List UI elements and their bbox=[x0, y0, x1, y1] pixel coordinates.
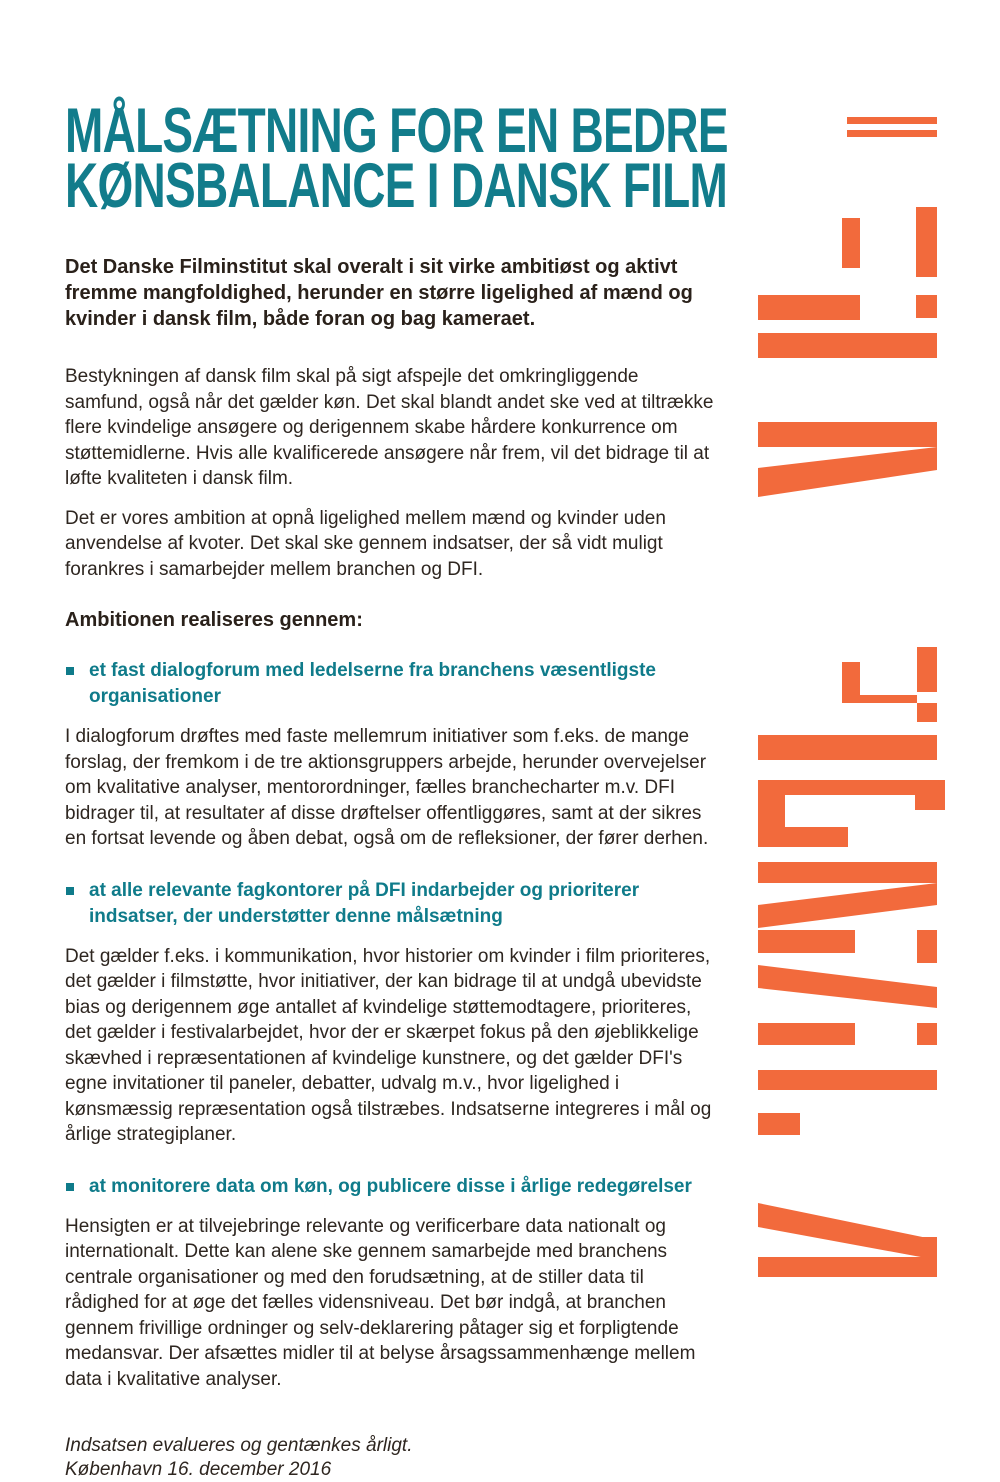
bullet-item-3-label: at monitorere data om køn, og publicere disse i årlige redegørelser bbox=[89, 1175, 692, 1197]
bullet-item-2 bbox=[65, 878, 705, 930]
bullet-item-3 bbox=[65, 1174, 705, 1200]
bullet-square-icon bbox=[66, 667, 74, 675]
paragraph-1: Bestykningen af dansk film skal på sigt afspejle det omkringliggende samfund, også når det gælder køn. Det skal blandt andet ske ved at tiltrække flere kvindelige ansøgere og derigennem skabe hårdere konkurrence om støttemidlerne. Hvis alle kvalificerede ansøgere når frem, vil det bidrage til at løfte kvaliteten i dansk film. bbox=[65, 366, 714, 489]
paragraph-4: Det gælder f.eks. i kommunikation, hvor historier om kvinder i film prioriteres, det gælder i filmstøtte, hvor initiativer, der kan bidrage til at undgå ubevidste bias og derigennem øge antallet af kvindelige støttemodtagere, prioriteres, det gælder i festivalarbejdet, hvor der er skærpet fokus på den øjeblikkelige skævhed i repræsentationen af kvindelige kunstnere, og det gælder DFI's egne invitationer til paneler, debatter, udvalg m.v., hvor ligelighed i kønsmæssig repræsentation også tilstræbes. Indsatserne integreres i mål og årlige strategiplaner. bbox=[65, 945, 712, 1145]
document-footer bbox=[65, 1434, 725, 1482]
bullet-item-2-label: at alle relevante fagkontorer på DFI indarbejder og prioriterer indsatser, der understøtter denne målsætning bbox=[89, 879, 640, 927]
page-title bbox=[65, 96, 728, 221]
bullet-square-icon bbox=[66, 1183, 74, 1191]
footer-place-date: København 16. december 2016 bbox=[65, 1459, 332, 1480]
bullet-square-icon bbox=[66, 887, 74, 895]
paragraph-2: Det er vores ambition at opnå ligelighed mellem mænd og kvinder uden anvendelse af kvoter. Det skal ske gennem indsatser, der så vidt muligt forankres i samarbejder mellem branchen og DFI. bbox=[65, 507, 666, 580]
bullet-item-1 bbox=[65, 658, 705, 710]
footer-note: Indsatsen evalueres og gentænkes årligt. bbox=[65, 1435, 413, 1456]
page-title-line2: KØNSBALANCE I DANSK FILM bbox=[65, 151, 728, 221]
intro-paragraph: Det Danske Filminstitut skal overalt i sit virke ambitiøst og aktivt fremme mangfoldighed, herunder en større ligelighed af mænd og kvinder i dansk film, både foran og bag kameraet. bbox=[65, 256, 693, 330]
paragraph-5: Hensigten er at tilvejebringe relevante og verificerbare data nationalt og internationalt. Dette kan alene ske gennem samarbejde med branchens centrale organisationer og med den forudsætning, at de stiller data til rådighed for at øge det fælles vidensniveau. Det bør indgå, at branchen gennem frivillige ordninger og selv-deklarering påtager sig et forpligtende medansvar. Der afsættes midler til at belyse årsagssammenhænge mellem data i kvalitative analyser. bbox=[65, 1215, 696, 1390]
page-title-line1: MÅLSÆTNING FOR EN BEDRE bbox=[65, 96, 728, 166]
section-heading: Ambitionen realiseres gennem: bbox=[65, 609, 363, 631]
paragraph-3: I dialogforum drøftes med faste mellemrum initiativer som f.eks. de mange forslag, der fremkom i de tre aktionsgruppers arbejde, herunder overvejelser om kvalitative analyser, mentorordninger, fælles branchecharter m.v. DFI bidrager til, at resultater af disse drøftelser offentliggøres, samt at der sikres en fortsat levende og åben debat, også om de refleksioner, der fører derhen. bbox=[65, 726, 709, 849]
bullet-item-1-label: et fast dialogforum med ledelserne fra branchens væsentligste organisationer bbox=[89, 660, 656, 707]
